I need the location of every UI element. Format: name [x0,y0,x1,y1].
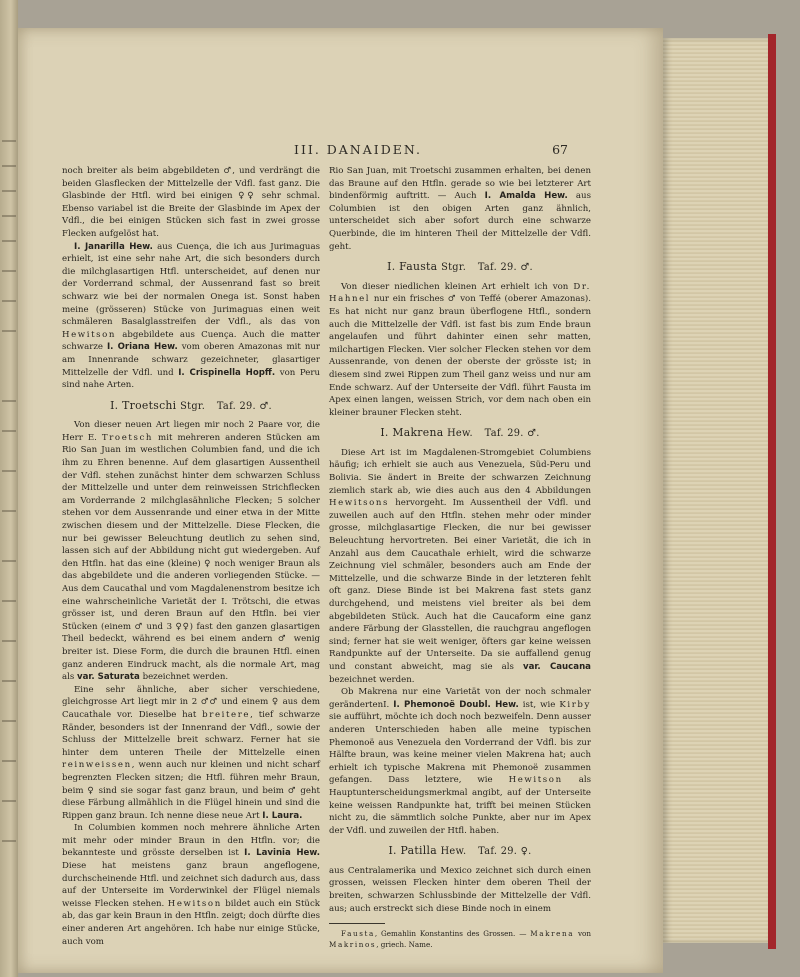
heading-plate: Taf. 29. ♀. [478,846,532,858]
paragraph [329,281,591,420]
page-number: 67 [552,142,568,157]
book-cover-spine [768,34,776,949]
paragraph [62,684,320,823]
heading-species-name: I. Patilla [388,844,437,858]
paragraph-text: aus Centralamerika und Mexico zeichnet sich durch einen grossen, weissen Flecken hinter dem oberen Theil der breiten, schwarzen Schlussbinde der Mittelzelle der Vdfl. aus; auch erstreckt sich diese Binde noch in einem [329,865,591,914]
paragraph-text: Ob Makrena nur eine Varietät von der noch schmaler gerändertenI. [329,687,591,710]
paragraph-text: mit mehreren anderen Stücken am Rio San Juan im westlichen Columbien fand, und die ich ihm zu Ehren benenne. Auf dem glasartigen Aussentheil der Vdfl. stehen zunächst hinter dem schwarzen Schluss der Mittelzelle und unter dem reinweissen Strichflecken am Vorderrande 2 milchglasähnliche Flecken; 5 solcher stehen vor dem Aussenrande und einer etwa in der Mitte zwischen diesem und der Mittelzelle. Diese Flecken, die nur bei gewisser Beleuchtung deutlich zu sehen sind, lassen sich auf der Abbildung nicht gut wiedergeben. Auf den Htfln. hat das eine (kleine) ♀ noch weniger Braun als das abgebildete und die anderen vorliegenden Stücke. — Aus dem Caucathal und vom Magdalenenstrom besitze ich eine wahrscheinliche Varietät der I. Trötschi, die etwas grösser ist, und deren Braun auf den Htfln. bei vier Stücken (einem ♂ und 3 ♀♀) fast den ganzen glasartigen Theil bedeckt, während es bei einem andern ♂ wenig breiter ist. Diese Form, die durch die braunen Htfl. einen ganz anderen Eindruck macht, als die normale Art, mag als [62,432,321,683]
author-name: Hewitson [167,898,222,909]
paragraph-text: bildet auch ein Stück ab, das gar kein Braun in den Htfln. zeigt; doch dürfte dies einer anderen Art angehören. Ich habe nur einige Stücke, auch vom [62,898,320,947]
footnote-term: Makrinos [329,939,377,949]
paragraph-text: ist, wie [518,699,560,710]
species-name: I. Janarilla Hew. [74,241,153,252]
paragraph-text: , tief schwarze Ränder, besonders ist der Innenrand der Vdfl., sowie der Schluss der Mittelzelle breit schwarz. Ferner hat sie hinter dem unteren Theile der Mittelzelle einen [62,709,320,758]
footnote-term: Makrena [530,929,575,939]
species-name: I. Lavinia Hew. [244,848,320,859]
page-header [18,142,663,162]
paragraph-text: bezeichnet werden. [329,674,415,685]
variety-name: var. Saturata [77,672,140,683]
paragraph-text: Diese Art ist im Magdalenen-Stromgebiet Columbiens häufig; ich erhielt sie auch aus Venezuela, Süd-Peru und Bolivia. Sie ändert in Breite der schwarzen Zeichnung ziemlich stark ab, wie dies auch aus den 4 Abbildungen [329,447,591,496]
paragraph-text: nur ein frisches ♂ von Teffé (oberer Amazonas). Es hat nicht nur ganz braun überflogene Htfl., sondern auch die Mittelzelle der Vdfl. ist fast bis zum Ende braun angelaufen und führt dahinter einen sehr matten, milchartigen Flecken. Vier solcher Flecken stehen vor dem Aussenrande, von denen der oberste der grösste ist; in diesem sind zwei Rippen zum Theil ganz weiss und nur am Ende schwarz. Auf der Unterseite der Vdfl. führt Fausta im Apex einen langen, weissen Strich, vor dem nach oben ein kleiner brauner Flecken steht. [329,294,591,418]
paragraph-text: Diese hat meistens ganz braun angeflogene, durchscheinende Htfl. und zeichnet sich dadurch aus, dass auf der Unterseite im Vorderwinkel der Flügel niemals weisse Flecken stehen. [62,861,320,909]
species-name: I. Amalda Hew. [484,191,568,202]
heading-author: Hew. [447,428,473,440]
heading-plate: Taf. 29. ♂. [477,262,533,274]
footnote-text: , griech. Name. [376,939,433,949]
author-name: Hewitson [62,329,117,340]
variety-name: var. Caucana [522,661,591,672]
footnote-text: von [574,929,591,939]
running-head: III. DANAIDEN. [294,142,422,157]
species-heading [329,845,591,859]
left-column [62,165,320,948]
book-page-edges [663,38,774,943]
paragraph-text: In Columbien kommen noch mehrere ähnliche Arten mit mehr oder minder Braun in den Htfln. vor; die bekannteste und grösste derselben ist [62,823,320,859]
species-name: I. Oriana Hew. [106,342,178,353]
right-column [329,165,591,950]
paragraph-text: als Hauptunterscheidungsmerkmal angibt, auf der Unterseite keine weissen Randpunkte hat, trifft bei meinen Stücken nicht zu, die sämmtlich solche Punkte, aber nur im Apex der Vdfl. und zuweilen der Htfl. haben. [329,775,591,836]
paragraph-text: bezeichnet werden. [139,672,229,683]
species-name: I. Crispinella Hopff. [178,367,276,378]
paragraph-text: noch breiter als beim abgebildeten ♂, und verdrängt die beiden Glasflecken der Mittelzelle der Vdfl. fast ganz. Die Glasbinde der Htfl. wird bei einigen ♀♀ sehr schmal. Ebenso variabel ist die Breite der Glasbinde im Apex der Vdfl., die bei einigen Stücken sich fast in zwei grosse Flecken aufgelöst hat. [62,166,320,239]
person-name: Troetsch [101,432,154,443]
heading-species-name: I. Makrena [380,426,444,440]
paragraph-text: vom oberen Amazonas mit nur am Innenrande schwarz gezeichneter, glasartiger Mittelzelle der Vdfl. und [62,342,320,378]
paragraph [329,686,591,837]
paragraph-text: Rio San Juan, mit Troetschi zusammen erhalten, bei denen das Braune auf den Htfln. gerade so wie bei letzterer Art bindenförmig auftritt. — Auch [329,166,591,202]
paragraph [62,822,320,948]
emphasis: breitere [202,709,251,720]
heading-author: Stgr. [180,400,206,412]
paragraph [62,419,320,683]
paragraph [329,165,591,253]
species-heading [62,400,320,414]
heading-author: Hew. [440,846,467,858]
heading-species-name: I. Fausta [387,260,438,274]
heading-plate: Taf. 29. ♂. [216,400,272,412]
person-name: Dr. Hahnel [329,281,591,305]
species-name: I. Phemonoë Doubl. Hew. [393,699,519,710]
heading-plate: Taf. 29. ♂. [484,428,540,440]
paragraph [329,447,591,686]
previous-page-edge [0,0,18,977]
paragraph-text: Eine sehr ähnliche, aber sicher verschiedene, gleichgrosse Art liegt mir in 2 ♂♂ und einem ♀ aus dem Caucathale vor. Dieselbe hat [62,684,320,720]
paragraph-text: aus Columbien ist den obigen Arten ganz ähnlich, unterscheidet sich aber sofort durch eine schwarze Querbinde, die im hinteren Theil der Mittelzelle der Vdfl. geht. [329,191,591,252]
paragraph-text: Von dieser neuen Art liegen mir noch 2 Paare vor, die Herr E. [62,420,320,443]
paragraph-text: hervorgeht. Im Aussentheil der Vdfl. und zuweilen auch auf den Htfln. stehen mehr oder minder grosse, milchglasartige Flecken, die nur bei gewisser Beleuchtung hervortreten. Bei einer Varietät, die ich in Anzahl aus dem Caucathale erhielt, wird die schwarze Zeichnung viel schmäler, besonders auch am Ende der Mittelzelle, und die schwarze Binde in der letzteren fehlt oft ganz. Diese Binde ist bei Makrena fast stets ganz durchgehend, und meistens viel breiter als bei dem abgebildeten Stück. Auch hat die Caucaform eine ganz andere Färbung der Glasstellen, die rauchgrau angeflogen sind; ferner hat sie weit weniger, öfters gar keine weissen Randpunkte auf der Unterseite. Da sie auffallend genug und constant abweicht, mag sie als [329,498,591,672]
heading-author: Stgr. [441,262,467,274]
paragraph [62,165,320,241]
paragraph-text: sie aufführt, möchte ich doch noch bezweifeln. Denn ausser anderen Unterschieden haben alle meine typischen Phemonoë aus Venezuela den Vorderrand der Vdfl. bis zur Hälfte braun, was keine meiner vielen Makrena hat; auch erhielt ich typische Makrena mit Phemonoë zusammen gefangen. Dass letztere, wie [329,712,591,786]
footnote-divider [329,923,385,924]
paragraph [329,865,591,915]
heading-species-name: I. Troetschi [110,398,177,412]
footnote [329,929,591,950]
species-heading [329,427,591,441]
species-heading [329,261,591,275]
paragraph [62,241,320,392]
paragraph-text: abgebildete aus Cuença. Auch die matter schwarze [62,329,320,353]
species-name: I. Laura. [262,810,303,821]
paragraph-text: , wenn auch nur kleinen und nicht scharf begrenzten Flecken sitzen; die Htfl. führen mehr Braun, beim ♀ sind sie sogar fast ganz braun, und beim ♂ geht diese Färbung allmählich in die Flügel hinein und sind die Rippen ganz braun. Ich nenne diese neue Art [62,760,320,821]
author-name: Hewitsons [329,498,390,509]
emphasis: reinweissen [62,760,132,771]
footnote-term: Fausta [341,929,375,939]
author-name: Hewitson [508,775,563,786]
author-name: Kirby [559,699,591,710]
footnote-text: , Gemahlin Konstantins des Grossen. — [374,929,531,939]
book-page [18,28,663,973]
paragraph-text: Von dieser niedlichen kleinen Art erhielt ich von [341,281,574,292]
paragraph-text: von Peru sind nahe Arten. [62,367,321,391]
paragraph-text: aus Cuença, die ich aus Jurimaguas erhielt, ist eine sehr nahe Art, die sich besonders durch die milchglasartigen Htfl. unterscheidet, auf denen nur der Vorderrand schmal, der Aussenrand fast so breit schwarz wie bei der normalen Onega ist. Sonst haben meine (grösseren) Stücke von Jurimaguas einen weit schmäleren Basalglasstreifen der Vdfl., als das von [62,241,320,328]
